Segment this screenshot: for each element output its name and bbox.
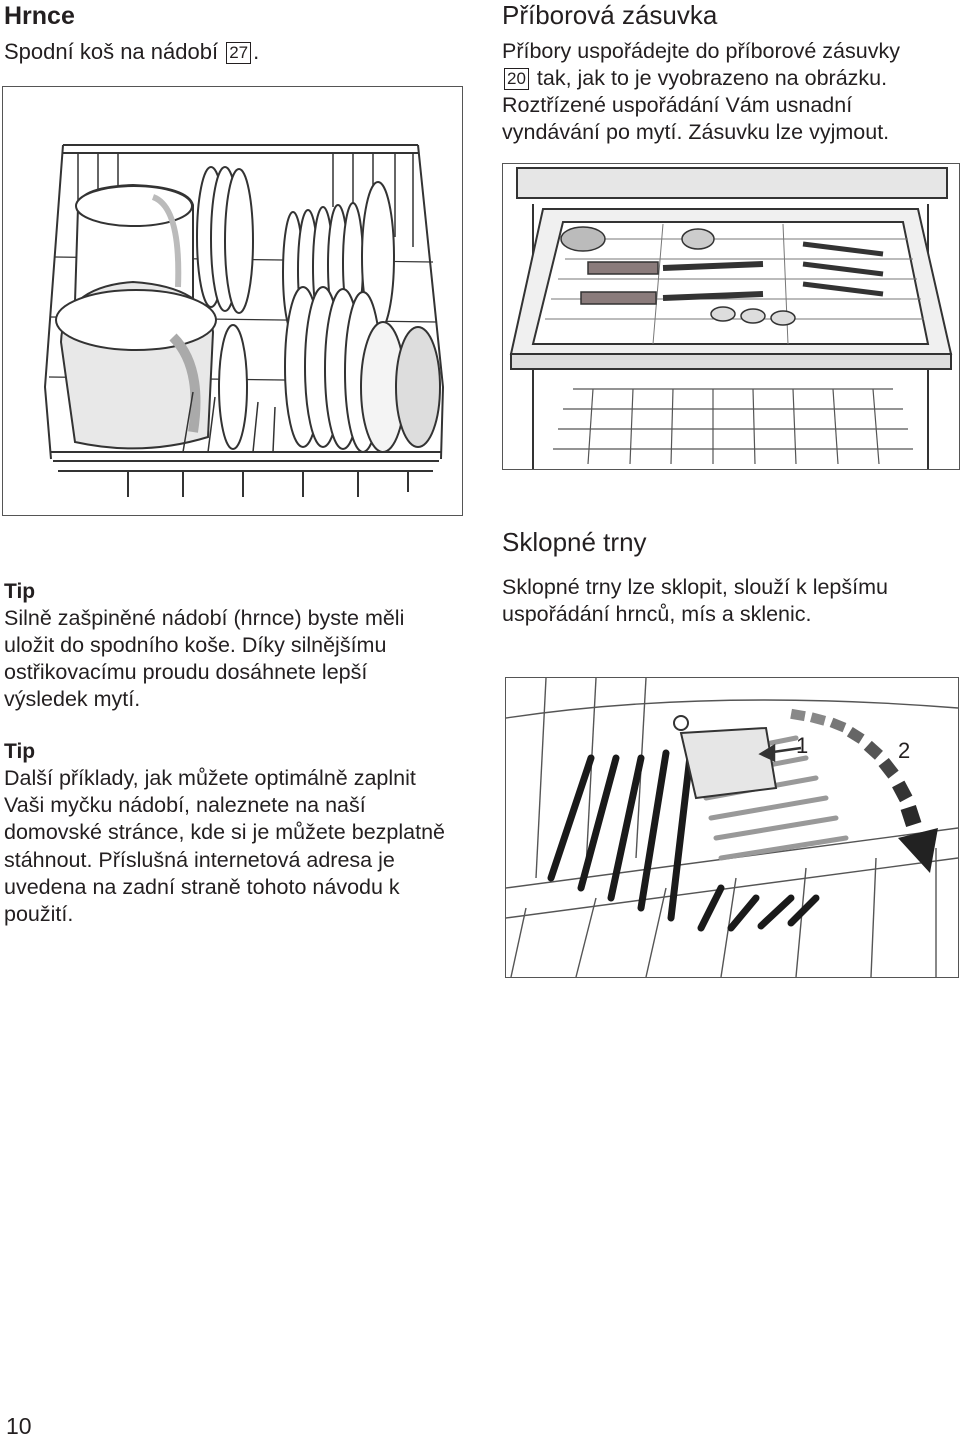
sklopne-text <box>502 574 888 628</box>
text-line: Další příklady, jak můžete optimálně zaplnit <box>4 766 416 790</box>
page-number: 10 <box>6 1413 32 1439</box>
text-line: Silně zašpiněné nádobí (hrnce) byste měli <box>4 606 405 630</box>
figure-lower-basket <box>2 86 463 516</box>
text-line: stáhnout. Příslušná internetová adresa je <box>4 847 395 872</box>
figure-ref-20: 20 <box>504 68 529 90</box>
callout-1: 1 <box>796 733 809 758</box>
tip-2 <box>4 740 445 928</box>
text-line: uspořádání hrnců, mís a sklenic. <box>502 602 812 626</box>
text-line: domovské stránce, kde si je můžete bezplatně <box>4 820 445 845</box>
cutlery-drawer-illustration <box>503 164 959 469</box>
text-line: Vaši myčku nádobí, naleznete na naší <box>4 793 366 818</box>
text-line: Příbory uspořádejte do příborové zásuvky <box>502 39 900 63</box>
tip-1-text <box>4 605 404 713</box>
figure-ref-27: 27 <box>226 42 251 64</box>
heading-hrnce: Hrnce <box>4 2 75 30</box>
lower-basket-illustration <box>3 87 462 515</box>
heading-priborova-zasuvka: Příborová zásuvka <box>502 0 718 30</box>
tip-2-label: Tip <box>4 740 36 763</box>
figure-folding-spikes <box>505 677 959 978</box>
subtitle-hrnce <box>4 38 259 65</box>
text-line <box>502 65 900 92</box>
tip-1-label: Tip <box>4 580 36 603</box>
text-line: Sklopné trny lze sklopit, slouží k lepšímu <box>502 575 888 599</box>
text-line-rest: tak, jak to je vyobrazeno na obrázku. <box>536 66 888 90</box>
text-line: uložit do spodního koše. Díky silnějšímu <box>4 633 387 657</box>
subtitle-end: . <box>253 39 260 64</box>
priborova-text <box>502 38 900 146</box>
text-line: Roztřízené uspořádání Vám usnadní <box>502 93 853 117</box>
text-line: uvedena na zadní straně tohoto návodu k <box>4 874 400 899</box>
text-line: ostřikovacímu proudu dosáhnete lepší <box>4 660 368 684</box>
tip-2-text <box>4 765 445 928</box>
text-line: použití. <box>4 902 74 927</box>
text-line: vyndávání po mytí. Zásuvku lze vyjmout. <box>502 120 890 144</box>
tip-1 <box>4 580 404 713</box>
callout-2: 2 <box>898 738 911 763</box>
subtitle-text: Spodní koš na nádobí <box>4 39 219 64</box>
figure-cutlery-drawer <box>502 163 960 470</box>
text-line: výsledek mytí. <box>4 687 141 711</box>
folding-spikes-illustration <box>506 678 958 977</box>
heading-sklopne-trny: Sklopné trny <box>502 527 647 557</box>
